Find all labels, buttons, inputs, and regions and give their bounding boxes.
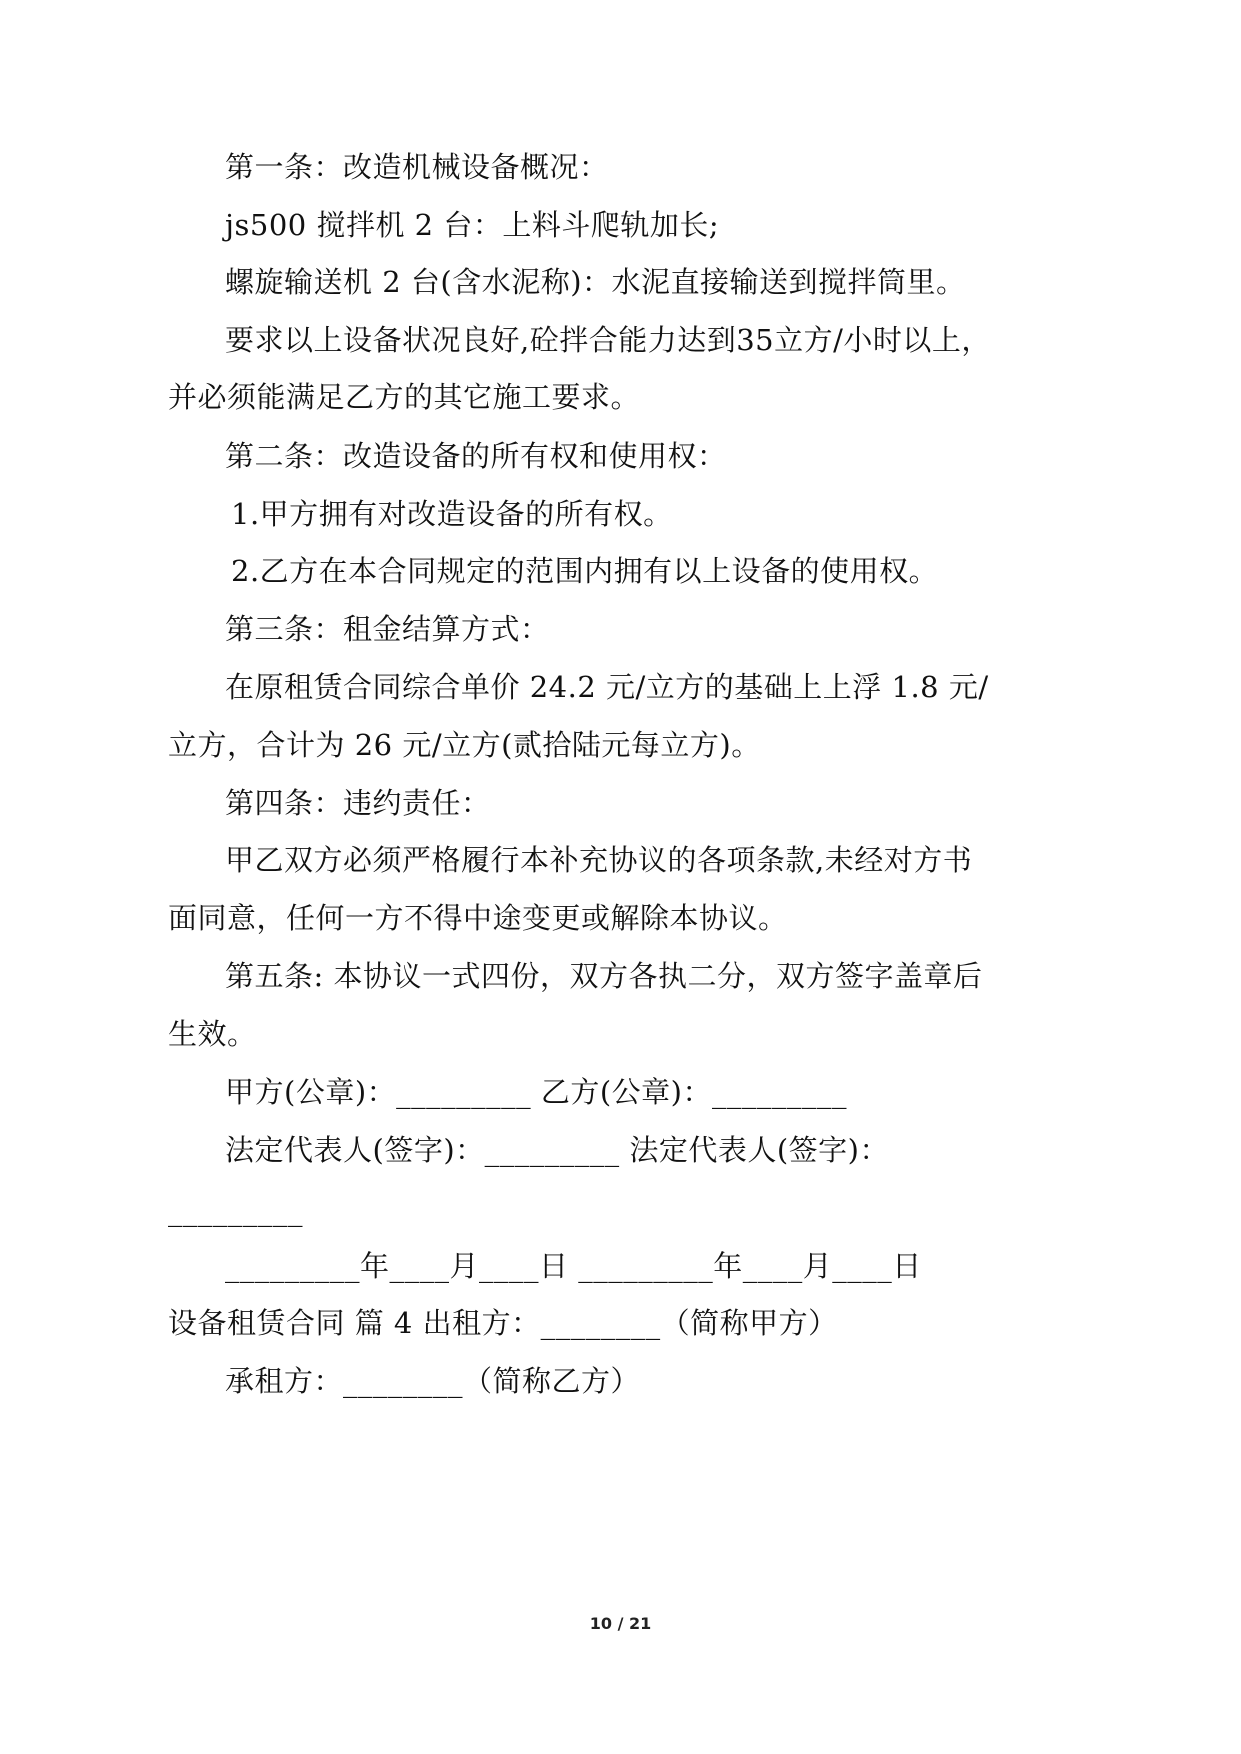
liability-line-2: 面同意，任何一方不得中途变更或解除本协议。 xyxy=(168,901,788,935)
ownership-clause-2: 2.乙方在本合同规定的范围内拥有以上设备的使用权。 xyxy=(231,554,939,588)
requirement-line-2: 并必须能满足乙方的其它施工要求。 xyxy=(168,380,641,414)
ownership-clause-1: 1.甲方拥有对改造设备的所有权。 xyxy=(231,497,673,531)
contract-4-lessor-line: 设备租赁合同 篇 4 出租方：________（简称甲方） xyxy=(168,1306,838,1340)
article-5-line-2: 生效。 xyxy=(168,1017,257,1051)
article-1-heading: 第一条：改造机械设备概况： xyxy=(225,150,609,184)
requirement-line-1: 要求以上设备状况良好,砼拌合能力达到35立方/小时以上， xyxy=(225,323,991,357)
seal-signature-line: 甲方(公章)：_________ 乙方(公章)：_________ xyxy=(225,1075,847,1109)
rent-line-2: 立方，合计为 26 元/立方(贰拾陆元每立方)。 xyxy=(168,728,761,762)
lessee-line: 承租方：________（简称乙方） xyxy=(225,1364,641,1398)
mixer-item: js500 搅拌机 2 台：上料斗爬轨加长; xyxy=(225,208,720,242)
legal-rep-signature-line: 法定代表人(签字)：_________ 法定代表人(签字)： xyxy=(225,1133,889,1167)
article-3-heading: 第三条：租金结算方式： xyxy=(225,612,550,646)
screw-conveyor-item: 螺旋输送机 2 台(含水泥称)：水泥直接输送到搅拌筒里。 xyxy=(225,265,966,299)
date-line: _________年____月____日 _________年____月____日 xyxy=(225,1249,922,1283)
article-5-line-1: 第五条: 本协议一式四份，双方各执二分，双方签字盖章后 xyxy=(225,959,983,993)
article-4-heading: 第四条：违约责任： xyxy=(225,786,491,820)
page-number: 10 / 21 xyxy=(589,1614,652,1633)
liability-line-1: 甲乙双方必须严格履行本补充协议的各项条款,未经对方书 xyxy=(225,843,973,877)
rent-line-1: 在原租赁合同综合单价 24.2 元/立方的基础上上浮 1.8 元/ xyxy=(225,670,989,704)
legal-rep-signature-blank: _________ xyxy=(168,1193,303,1227)
article-2-heading: 第二条：改造设备的所有权和使用权： xyxy=(225,439,727,473)
